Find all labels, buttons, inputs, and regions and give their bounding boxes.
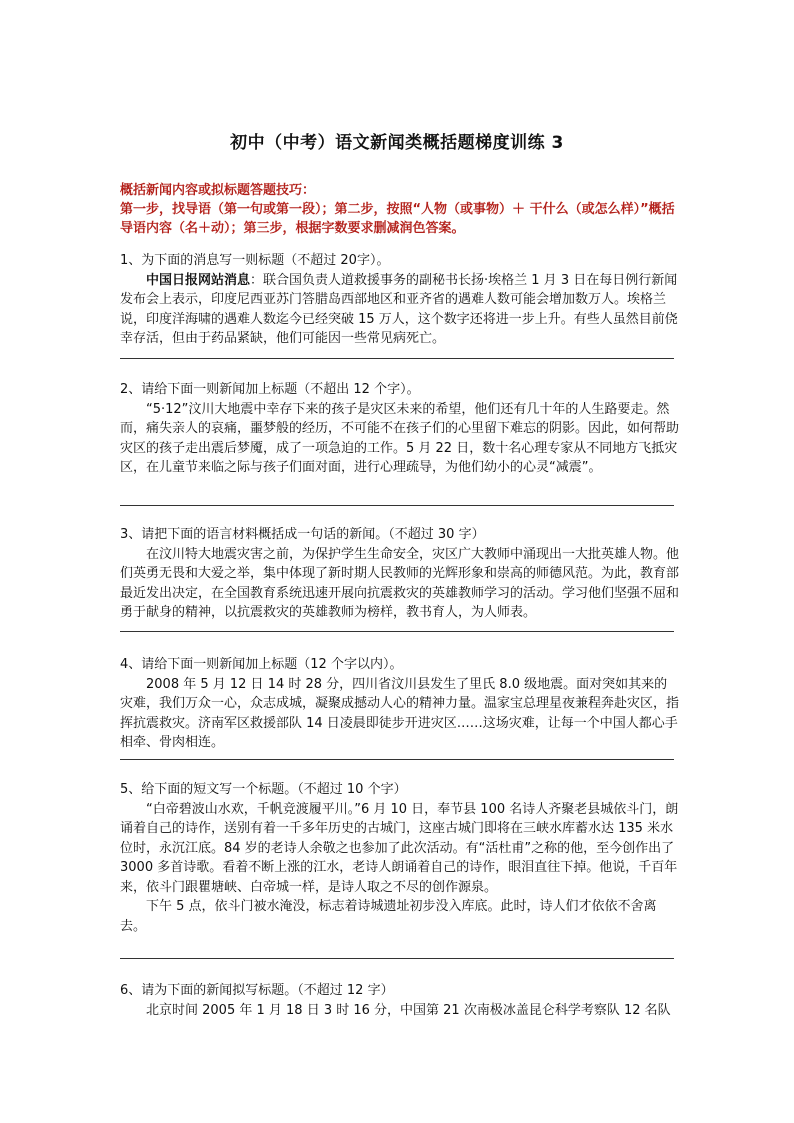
answer-line-2	[120, 505, 674, 506]
question-1	[120, 251, 680, 349]
question-4-paragraph: 2008 年 5 月 12 日 14 时 28 分，四川省汶川县发生了里氏 8.0 级地震。面对突如其来的灾难，我们万众一心，众志成城，凝聚成撼动人心的精神力量。温家宝总理星夜兼程奔赴灾区，指挥抗震救灾。济南军区救援部队 14 日凌晨即徒步开进灾区……这场灾难，让每一个中国人都心手相牵、骨肉相连。	[120, 676, 680, 750]
question-4-prompt: 4、请给下面一则新闻加上标题（12 个字以内）。	[120, 657, 403, 672]
question-4	[120, 655, 680, 753]
question-3-paragraph: 在汶川特大地震灾害之前，为保护学生生命安全，灾区广大教师中涌现出一大批英雄人物。他们英勇无畏和大爱之举，集中体现了新时期人民教师的光辉形象和崇高的师德风范。为此，教育部最近发出决定，在全国教育系统迅速开展向抗震救灾的英雄教师学习的活动。学习他们坚强不屈和勇于献身的精神，以抗震救灾的英雄教师为榜样，教书育人，为人师表。	[120, 546, 680, 620]
question-1-paragraph: ：联合国负责人道救援事务的副秘书长扬·埃格兰 1 月 3 日在每日例行新闻发布会上表示，印度尼西亚苏门答腊岛西部地区和亚齐省的遇难人数可能会增加数万人。埃格兰说，印度洋海啸的遇难人数迄今已经突破 15 万人，这个数字还将进一步上升。有些人虽然目前侥幸存活，但由于药品紧缺，他们可能因一些常见病死亡。	[120, 272, 678, 346]
page-title: 初中（中考）语文新闻类概括题梯度训练 3	[230, 133, 564, 153]
news-source-lead: 中国日报网站消息	[146, 272, 251, 288]
answer-line-1	[120, 358, 674, 359]
answer-line-3	[120, 631, 674, 632]
question-6-prompt: 6、请为下面的新闻拟写标题。（不超过 12 字）	[120, 983, 394, 998]
question-6-paragraph: 北京时间 2005 年 1 月 18 日 3 时 16 分，中国第 21 次南极冰盖昆仑科学考察队 12 名队	[146, 1002, 671, 1018]
question-1-prompt: 1、为下面的消息写一则标题（不超过 20字）。	[120, 253, 390, 268]
question-3-prompt: 3、请把下面的语言材料概括成一句话的新闻。（不超过 30 字）	[120, 527, 485, 542]
question-6	[120, 981, 680, 1020]
answer-line-4	[120, 759, 674, 760]
question-1-text	[120, 271, 680, 349]
tips-body: 第一步，找导语（第一句或第一段）；第二步，按照“人物（或事物）＋ 干什么（或怎么样）”概括导语内容（名＋动）；第三步，根据字数要求删减润色答案。	[120, 202, 675, 236]
question-2	[120, 380, 680, 478]
question-5-prompt: 5、给下面的短文写一个标题。（不超过 10 个字）	[120, 782, 407, 797]
tips-heading: 概括新闻内容或拟标题答题技巧：	[120, 183, 316, 198]
question-2-paragraph: “5·12”汶川大地震中幸存下来的孩子是灾区未来的希望，他们还有几十年的人生路要走。然而，痛失亲人的哀痛，噩梦般的经历，不可能不在孩子们的心里留下难忘的阴影。因此，如何帮助灾区的孩子走出震后梦魇，成了一项急迫的工作。5 月 22 日，数十名心理专家从不同地方飞抵灾区，在儿童节来临之际与孩子们面对面，进行心理疏导，为他们幼小的心灵“减震”。	[120, 401, 680, 475]
answer-line-5	[120, 958, 674, 959]
question-5-paragraph-1: “白帝碧波山水欢，千帆竞渡履平川。”6 月 10 日，奉节县 100 名诗人齐聚老县城依斗门，朗诵着自己的诗作，送别有着一千多年历史的古城门，这座古城门即将在三峡水库蓄水达 135 米水位时，永沉江底。84 岁的老诗人余敬之也参加了此次活动。有“活杜甫”之称的他，至今创作出了 3000 多首诗歌。看着不断上涨的江水，老诗人朗诵着自己的诗作，眼泪直往下掉。他说，千百年来，依斗门跟瞿塘峡、白帝城一样，是诗人取之不尽的创作源泉。	[120, 801, 679, 895]
question-5	[120, 780, 680, 936]
question-3	[120, 525, 680, 623]
question-2-prompt: 2、请给下面一则新闻加上标题（不超出 12 个字）。	[120, 382, 420, 397]
question-5-paragraph-2: 下午 5 点，依斗门被水淹没，标志着诗城遗址初步没入库底。此时，诗人们才依依不舍离去。	[120, 899, 657, 934]
